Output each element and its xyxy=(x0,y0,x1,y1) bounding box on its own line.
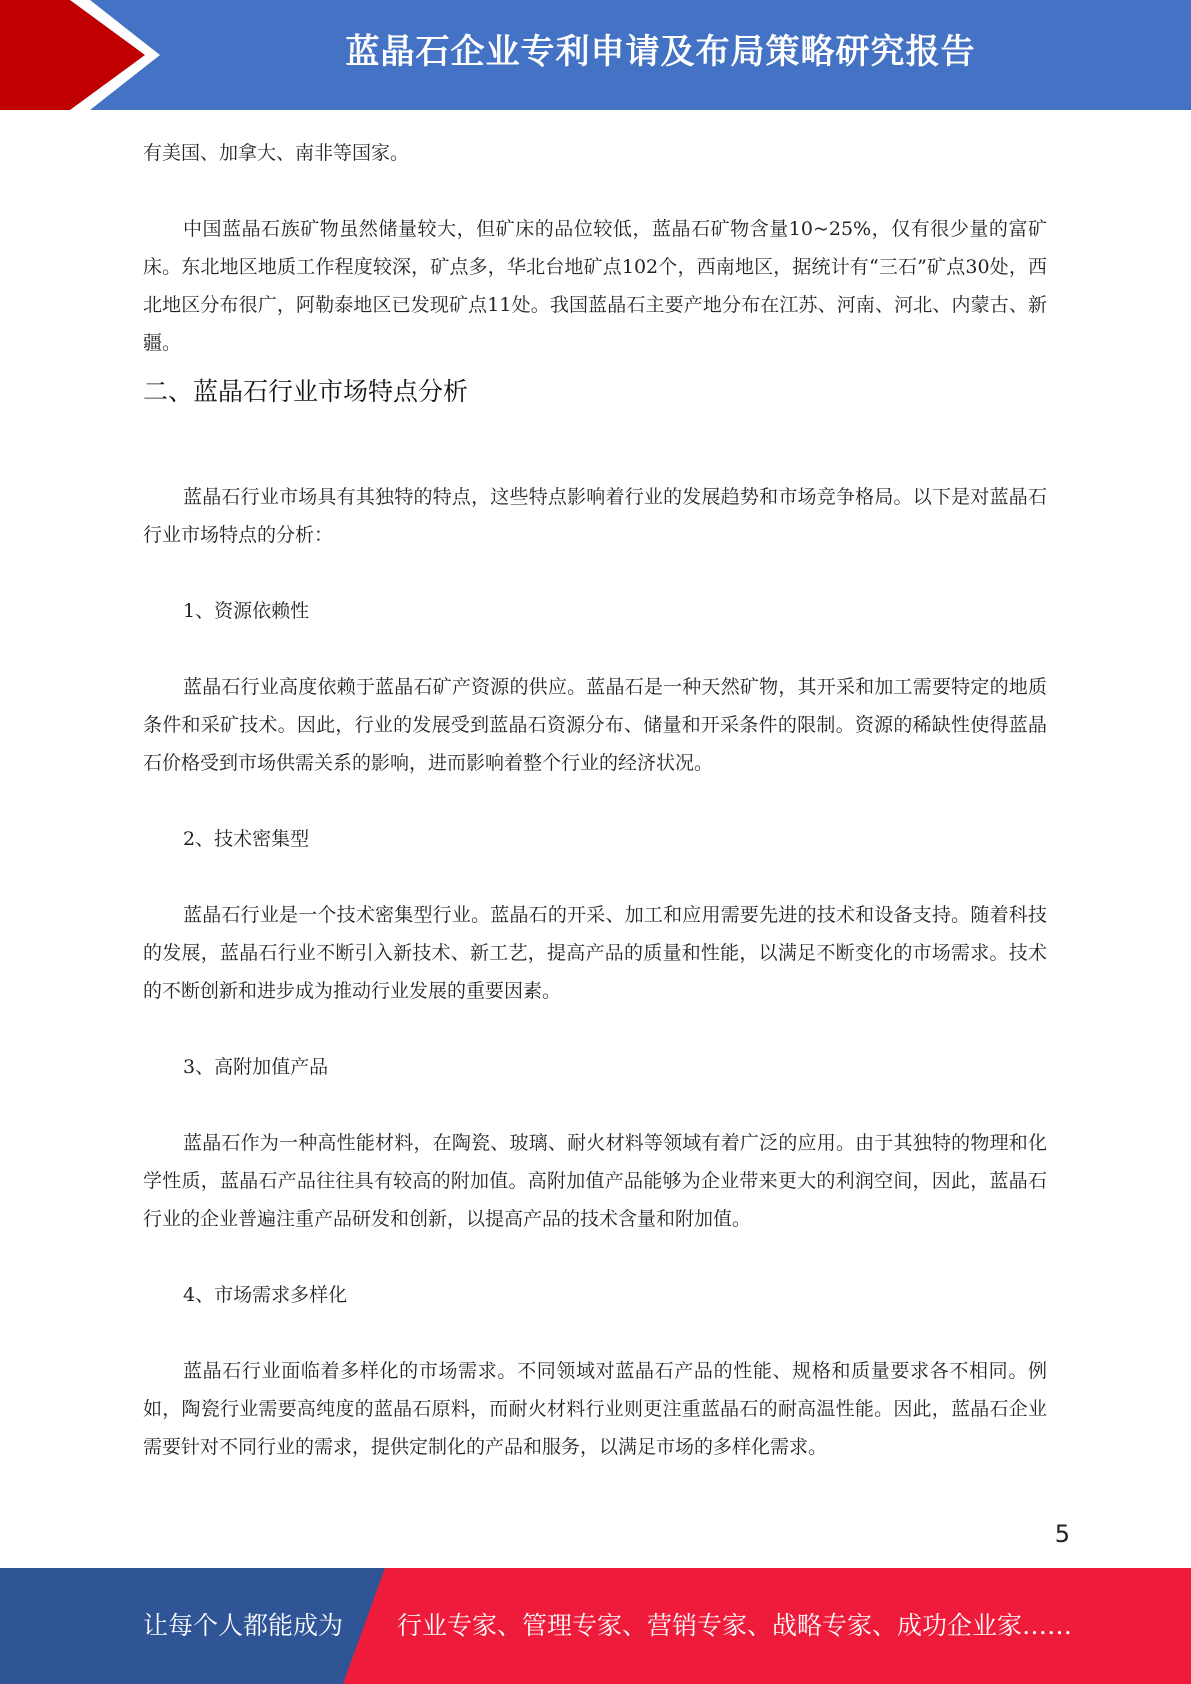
report-title: 蓝晶石企业专利申请及布局策略研究报告 xyxy=(345,32,976,72)
paragraph-resource-dependence: 蓝晶石行业高度依赖于蓝晶石矿产资源的供应。蓝晶石是一种天然矿物，其开采和加工需要特定的地质条件和采矿技术。因此，行业的发展受到蓝晶石资源分布、储量和开采条件的限制。资源的稀缺性使得蓝晶石价格受到市场供需关系的影响，进而影响着整个行业的经济状况。 xyxy=(143,676,1047,774)
paragraph-technology-intensive: 蓝晶石行业是一个技术密集型行业。蓝晶石的开采、加工和应用需要先进的技术和设备支持。随着科技的发展，蓝晶石行业不断引入新技术、新工艺，提高产品的质量和性能，以满足不断变化的市场需求。技术的不断创新和进步成为推动行业发展的重要因素。 xyxy=(143,904,1047,1002)
paragraph-high-value-products: 蓝晶石作为一种高性能材料，在陶瓷、玻璃、耐火材料等领域有着广泛的应用。由于其独特的物理和化学性质，蓝晶石产品往往具有较高的附加值。高附加值产品能够为企业带来更大的利润空间，因此，蓝晶石行业的企业普遍注重产品研发和创新，以提高产品的技术含量和附加值。 xyxy=(143,1132,1047,1230)
paragraph-continuation: 有美国、加拿大、南非等国家。 xyxy=(143,142,410,164)
footer-slogan-left: 让每个人都能成为 xyxy=(143,1611,344,1640)
document-body xyxy=(143,134,1047,1466)
chevron-arrow-icon xyxy=(0,0,160,110)
page-number: 5 xyxy=(1054,1520,1070,1548)
footer-banner xyxy=(0,1568,1191,1684)
subheading-technology-intensive: 2、技术密集型 xyxy=(183,828,310,850)
footer-slogan-right: 行业专家、管理专家、营销专家、战略专家、成功企业家…… xyxy=(397,1611,1073,1640)
paragraph-diverse-demand: 蓝晶石行业面临着多样化的市场需求。不同领域对蓝晶石产品的性能、规格和质量要求各不相同。例如，陶瓷行业需要高纯度的蓝晶石原料，而耐火材料行业则更注重蓝晶石的耐高温性能。因此，蓝晶石企业需要针对不同行业的需求，提供定制化的产品和服务，以满足市场的多样化需求。 xyxy=(143,1360,1047,1458)
subheading-resource-dependence: 1、资源依赖性 xyxy=(183,600,310,622)
subheading-high-value-products: 3、高附加值产品 xyxy=(183,1056,329,1078)
section-heading: 二、蓝晶石行业市场特点分析 xyxy=(143,377,469,406)
header-banner xyxy=(0,0,1191,110)
subheading-diverse-demand: 4、市场需求多样化 xyxy=(183,1284,348,1306)
paragraph-china-deposits: 中国蓝晶石族矿物虽然储量较大，但矿床的品位较低，蓝晶石矿物含量10~25%，仅有很少量的富矿床。东北地区地质工作程度较深，矿点多，华北台地矿点102个，西南地区，据统计有“三石”矿点30处，西北地区分布很广，阿勒泰地区已发现矿点11处。我国蓝晶石主要产地分布在江苏、河南、河北、内蒙古、新疆。 xyxy=(143,218,1047,354)
paragraph-intro: 蓝晶石行业市场具有其独特的特点，这些特点影响着行业的发展趋势和市场竞争格局。以下是对蓝晶石行业市场特点的分析： xyxy=(143,486,1047,546)
header-red-chevron xyxy=(0,0,145,110)
